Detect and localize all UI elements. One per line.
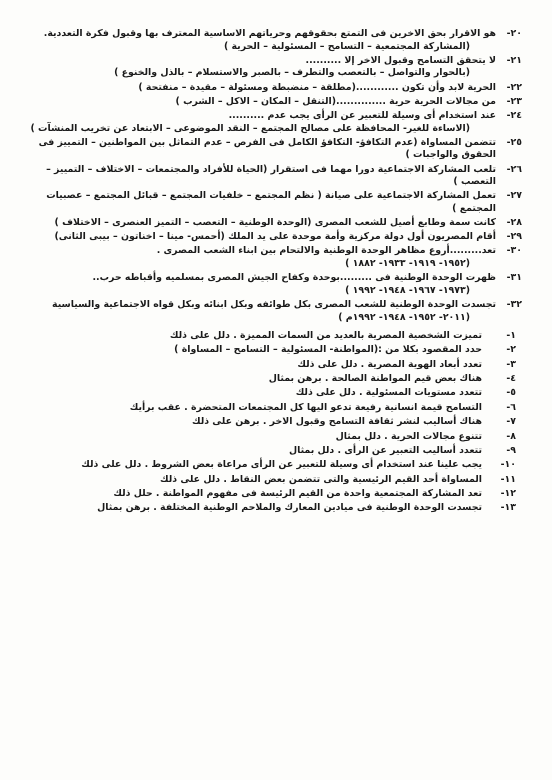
question-text: تعمل المشاركة الاجتماعية على صيانة ( نظم المجتمع – خلفيات المجتمع – قبائل المجتمع – عصبيات المجتمع ) (46, 190, 496, 214)
exercise-number: ٦- (506, 401, 516, 413)
question-options: (٢٠١١- ١٩٥٢- ١٩٤٨- ١٩٩٢م ) (338, 311, 470, 323)
question-body (22, 137, 496, 162)
exercise-text: هناك أساليب لنشر ثقافة التسامح وقبول الاخر . برهن على ذلك (191, 416, 482, 428)
question-text: كانت سمة وطابع أصيل للشعب المصرى (الوحدة الوطنية – التعصب – التميز العنصرى – الاختلاف ) (54, 217, 496, 229)
question-body (22, 272, 496, 297)
question-options: (المشاركة المجتمعية – التسامح – المسئولية – الحرية ) (223, 40, 470, 52)
exercise-item (22, 488, 522, 501)
mcq-section (22, 28, 522, 324)
question-item (22, 299, 522, 324)
exercise-text: تتنوع مجالات الحرية . دلل بمثال (335, 430, 482, 442)
exercise-item (22, 474, 522, 487)
exercise-number: ٤- (506, 372, 516, 384)
exercise-text: تتعدد مستويات المسئولية . دلل على ذلك (295, 387, 482, 399)
exercise-number: ٣- (506, 358, 516, 370)
exercise-number: ١٣- (500, 502, 516, 514)
question-text: تجسدت الوحدة الوطنية للشعب المصرى بكل طوائفه وبكل ابنائه وبكل قواه الاجتماعية والسياسية (52, 299, 496, 310)
question-options: (بالحوار والتواصل – بالتعصب والتطرف – بالصبر والاستسلام – بالذل والخنوع ) (114, 67, 470, 79)
exercise-text: تميزت الشخصية المصرية بالعديد من السمات المميزة . دلل على ذلك (169, 329, 482, 341)
question-body (22, 82, 496, 95)
exercise-number: ٢- (506, 344, 516, 356)
question-number: ٢١- (506, 54, 522, 66)
question-body (22, 190, 496, 215)
exercise-item (22, 330, 522, 343)
question-text: الحرية لابد وأن تكون ............(مطلقة – منضبطة ومسئولة – مقيدة – منفتحة ) (138, 81, 496, 93)
question-item (22, 190, 522, 215)
exercise-number: ١- (506, 329, 516, 341)
question-item (22, 245, 522, 270)
exercise-item (22, 387, 522, 400)
question-body (22, 164, 496, 189)
question-text: ظهرت الوحدة الوطنية فى .........بوحدة وكفاح الجيش المصرى بمسلميه وأقباطه حرب.. (92, 272, 496, 284)
question-text: تتضمن المساواة (عدم التكافؤ- التكافؤ الكامل فى الفرص – عدم التماثل بين المواطنين – التمييز فى الحقوق والواجبات ) (38, 136, 496, 161)
exercise-number: ٧- (506, 416, 516, 428)
question-body (22, 245, 496, 270)
exercise-number: ١١- (500, 473, 516, 485)
exercise-item (22, 502, 522, 515)
question-number: ٣٢- (506, 299, 522, 310)
exercise-text: التسامح قيمة انسانية رفيعة تدعو اليها كل المجتمعات المتحضرة . عقب برأيك (129, 401, 482, 413)
question-item (22, 217, 522, 230)
question-body (22, 55, 496, 80)
question-body (22, 96, 496, 109)
exercise-text: تتعدد أساليب التعبير عن الرأى . دلل بمثال (288, 444, 482, 456)
exercise-number: ٥- (506, 387, 516, 399)
question-item (22, 272, 522, 297)
question-text: لا يتحقق التسامح وقبول الاخر إلا .......... (305, 54, 496, 66)
question-item (22, 164, 522, 189)
question-number: ٢٣- (506, 95, 522, 107)
essay-section (22, 330, 522, 515)
question-number: ٣١- (506, 272, 522, 284)
exercise-item (22, 416, 522, 429)
exercise-text: تعد المشاركة المجتمعية واحدة من القيم الرئيسة فى مفهوم المواطنة . حلل ذلك (113, 488, 482, 500)
question-item (22, 96, 522, 109)
question-number: ٢٨- (506, 217, 522, 229)
exercise-number: ١٠- (500, 459, 516, 471)
exercise-text: تعدد أبعاد الهوية المصرية . دلل على ذلك (297, 358, 482, 370)
question-body (22, 299, 496, 324)
question-text: من مجالات الحرية حرية ..............(التنقل – المكان – الاكل – الشرب ) (175, 95, 496, 107)
question-body (22, 110, 496, 135)
exercise-number: ١٢- (500, 488, 516, 500)
question-text: تعد.........أروع مظاهر الوحدة الوطنية والالتحام بين ابناء الشعب المصرى . (156, 245, 496, 257)
question-body (22, 231, 496, 244)
question-options: (١٩٧٣- ١٩٦٧- ١٩٤٨- ١٩٩٢ ) (345, 284, 470, 296)
exercise-text: المساواة أحد القيم الرئيسية والتى تتضمن بعض النقاط . دلل على ذلك (160, 473, 482, 485)
exercise-number: ٩- (506, 444, 516, 456)
question-body (22, 217, 496, 230)
question-options: (الاساءة للغير- المحافظة على مصالح المجتمع – النقد الموضوعى – الابتعاد عن تخريب المنشآت ) (30, 122, 470, 134)
question-item (22, 28, 522, 53)
exercise-text: هناك بعض قيم المواطنة الصالحة . برهن بمثال (268, 372, 482, 384)
exercise-text: يجب علينا عند استخدام أى وسيلة للتعبير عن الرأى مراعاة بعض الشروط . دلل على ذلك (81, 459, 482, 471)
question-number: ٣٠- (506, 245, 522, 257)
question-text: هو الاقرار بحق الاخرين فى التمتع بحقوقهم وحرياتهم الاساسية المعترف بها وقبول فكرة التعددية. (43, 28, 496, 39)
exercise-item (22, 402, 522, 415)
exercise-number: ٨- (506, 430, 516, 442)
question-body (22, 28, 496, 53)
exercise-item (22, 459, 522, 472)
exercise-text: تجسدت الوحدة الوطنية فى ميادين المعارك والملاحم الوطنية المختلفة . برهن بمثال (97, 502, 482, 514)
question-item (22, 110, 522, 135)
question-number: ٢٢- (506, 81, 522, 93)
question-item (22, 55, 522, 80)
exercise-text: حدد المقصود بكلا من :(المواطنة- المسئولية – التسامح – المساواة ) (174, 344, 482, 356)
question-options: (١٩٥٢- ١٩١٩- ١٩٣٣- ١٨٨٢ ) (345, 258, 470, 270)
question-text: أقام المصريون أول دولة مركزية وأمة موحدة على يد الملك (أحمس- مينا – اخناتون – بيبى الثانى) (54, 231, 496, 243)
exercise-item (22, 359, 522, 372)
exercise-item (22, 431, 522, 444)
question-number: ٢٧- (506, 190, 522, 202)
question-number: ٢٠- (506, 28, 522, 39)
question-item (22, 82, 522, 95)
exercise-item (22, 344, 522, 357)
question-number: ٢٦- (506, 163, 522, 175)
question-number: ٢٥- (506, 136, 522, 148)
exercise-item (22, 373, 522, 386)
question-item (22, 231, 522, 244)
question-item (22, 137, 522, 162)
exercise-item (22, 445, 522, 458)
question-number: ٢٤- (506, 109, 522, 121)
question-text: عند استخدام أى وسيلة للتعبير عن الرأى يجب عدم .......... (228, 109, 496, 121)
question-text: تلعب المشاركة الاجتماعية دورا مهما فى استقرار (الحياة للأفراد والمجتمعات – الاختلاف – التمييز – التعصب ) (46, 163, 496, 188)
question-number: ٢٩- (506, 231, 522, 243)
